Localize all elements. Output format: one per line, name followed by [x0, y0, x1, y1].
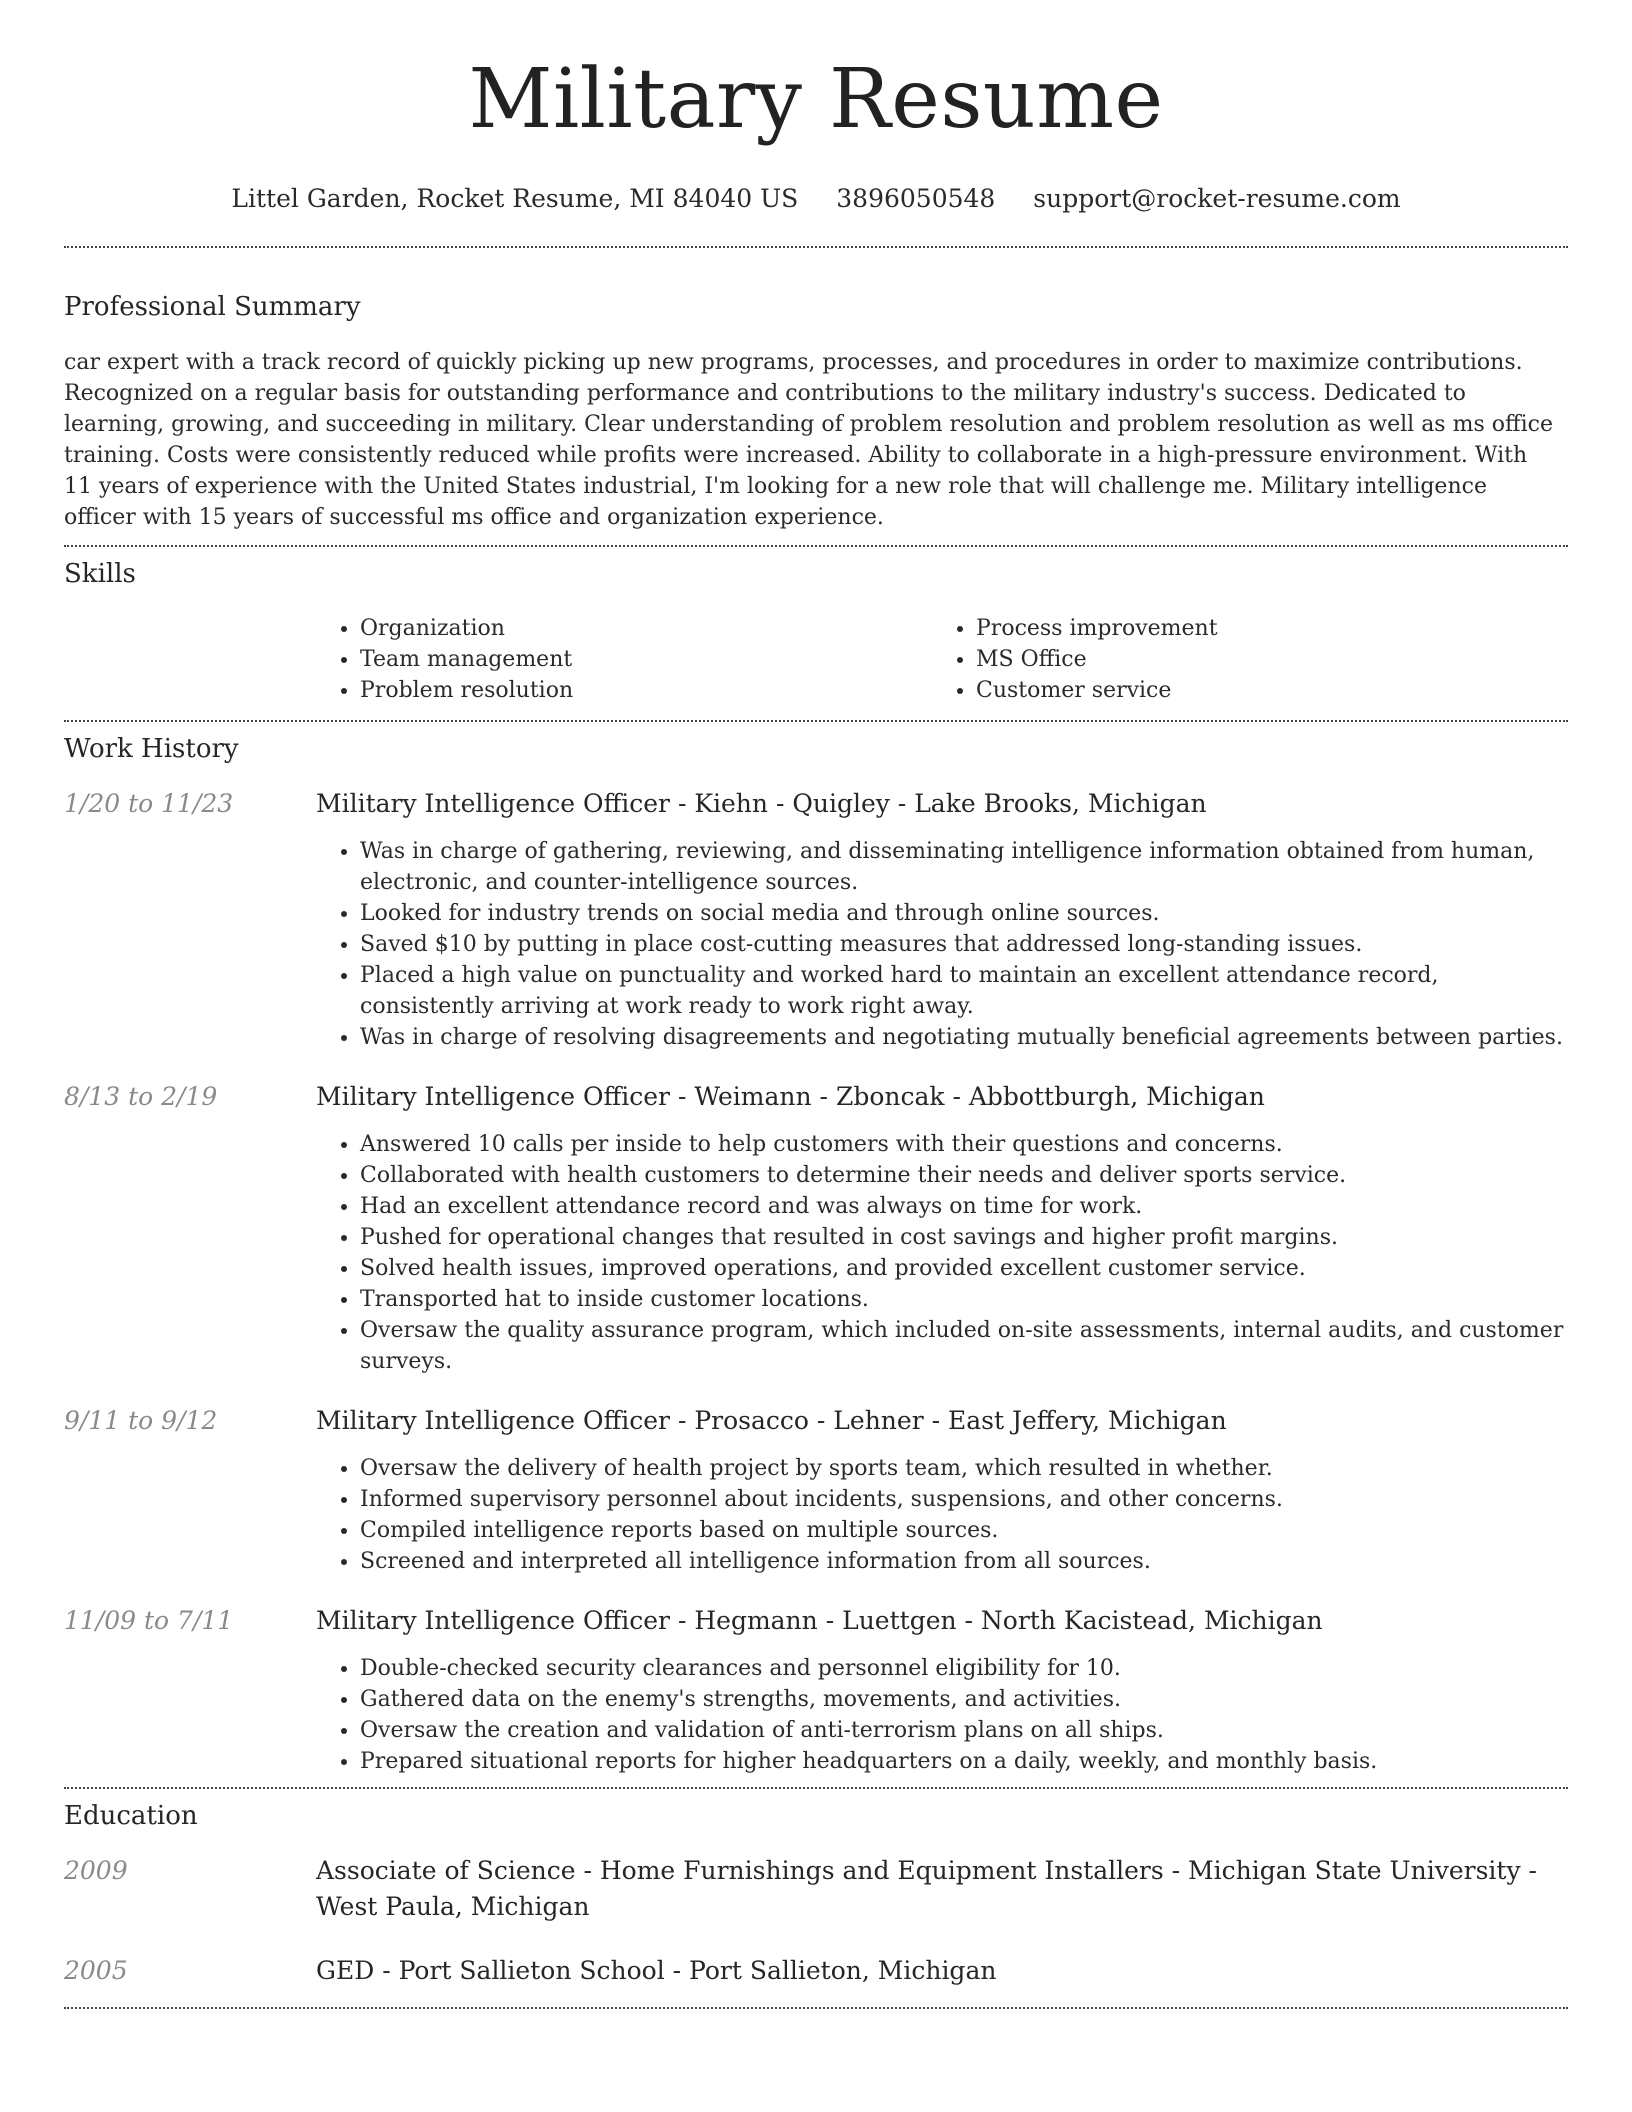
job-bullets — [316, 1653, 1568, 1777]
contact-line — [64, 184, 1568, 213]
job-bullets — [316, 1453, 1568, 1577]
skill-item: • Process improvement — [976, 613, 1568, 644]
list-item: • Pushed for operational changes that resulted in cost savings and higher profit margins. — [360, 1222, 1568, 1253]
skill-item: • Organization — [360, 613, 932, 644]
job-entry — [64, 1403, 1568, 1577]
job-bullets — [316, 1129, 1568, 1377]
education-date: 2005 — [64, 1956, 128, 1985]
list-item: • Placed a high value on punctuality and worked hard to maintain an excellent attendance record, consistently arriving at work ready to work right away. — [360, 960, 1568, 1022]
skills-list — [316, 613, 1568, 706]
job-entry — [64, 786, 1568, 1053]
education-entry — [64, 1853, 1568, 1925]
work-title: Work History — [64, 734, 239, 764]
list-item: • Looked for industry trends on social media and through online sources. — [360, 898, 1568, 929]
summary-title: Professional Summary — [64, 292, 361, 322]
skill-item: • Team management — [360, 644, 932, 675]
job-date: 8/13 to 2/19 — [64, 1082, 218, 1111]
job-bullets — [316, 836, 1568, 1053]
job-title: Military Intelligence Officer - Kiehn - Quigley - Lake Brooks, Michigan — [316, 789, 1207, 818]
education-section — [64, 1789, 1568, 1989]
list-item: • Informed supervisory personnel about incidents, suspensions, and other concerns. — [360, 1484, 1568, 1515]
job-entry — [64, 1079, 1568, 1377]
work-section — [64, 722, 1568, 1777]
skills-column-right — [932, 613, 1568, 706]
skill-item: • Problem resolution — [360, 675, 932, 706]
list-item: • Collaborated with health customers to determine their needs and deliver sports service. — [360, 1160, 1568, 1191]
job-title: Military Intelligence Officer - Hegmann - Luettgen - North Kacistead, Michigan — [316, 1606, 1323, 1635]
skill-item: • MS Office — [976, 644, 1568, 675]
education-title: Education — [64, 1801, 198, 1831]
job-date: 9/11 to 9/12 — [64, 1406, 218, 1435]
education-date: 2009 — [64, 1856, 128, 1885]
skills-column-left — [316, 613, 932, 706]
job-title: Military Intelligence Officer - Prosacco - Lehner - East Jeffery, Michigan — [316, 1406, 1227, 1435]
list-item: • Compiled intelligence reports based on multiple sources. — [360, 1515, 1568, 1546]
education-title-text: Associate of Science - Home Furnishings and Equipment Installers - Michigan State University - West Paula, Michigan — [316, 1856, 1537, 1921]
list-item: • Oversaw the creation and validation of anti-terrorism plans on all ships. — [360, 1715, 1568, 1746]
contact-address: Littel Garden, Rocket Resume, MI 84040 US — [231, 184, 799, 213]
list-item: • Transported hat to inside customer locations. — [360, 1284, 1568, 1315]
education-title-text: GED - Port Sallieton School - Port Sallieton, Michigan — [316, 1956, 997, 1985]
list-item: • Screened and interpreted all intelligence information from all sources. — [360, 1546, 1568, 1577]
list-item: • Prepared situational reports for higher headquarters on a daily, weekly, and monthly basis. — [360, 1746, 1568, 1777]
list-item: • Was in charge of resolving disagreements and negotiating mutually beneficial agreements between parties. — [360, 1022, 1568, 1053]
skill-item: • Customer service — [976, 675, 1568, 706]
list-item: • Oversaw the quality assurance program, which included on-site assessments, internal audits, and customer surveys. — [360, 1315, 1568, 1377]
list-item: • Had an excellent attendance record and was always on time for work. — [360, 1191, 1568, 1222]
contact-phone: 3896050548 — [836, 184, 996, 213]
resume-name: Military Resume — [468, 52, 1164, 147]
list-item: • Oversaw the delivery of health project by sports team, which resulted in whether. — [360, 1453, 1568, 1484]
list-item: • Was in charge of gathering, reviewing, and disseminating intelligence information obtained from human, electronic, and counter-intelligence sources. — [360, 836, 1568, 898]
job-title: Military Intelligence Officer - Weimann - Zboncak - Abbottburgh, Michigan — [316, 1082, 1265, 1111]
list-item: • Solved health issues, improved operations, and provided excellent customer service. — [360, 1253, 1568, 1284]
contact-email: support@rocket-resume.com — [1033, 184, 1401, 213]
list-item: • Double-checked security clearances and personnel eligibility for 10. — [360, 1653, 1568, 1684]
list-item: • Saved $10 by putting in place cost-cutting measures that addressed long-standing issues. — [360, 929, 1568, 960]
list-item: • Answered 10 calls per inside to help customers with their questions and concerns. — [360, 1129, 1568, 1160]
divider — [64, 2007, 1568, 2009]
job-entry — [64, 1603, 1568, 1777]
summary-section — [64, 248, 1568, 533]
list-item: • Gathered data on the enemy's strengths, movements, and activities. — [360, 1684, 1568, 1715]
education-entry — [64, 1953, 1568, 1989]
job-date: 1/20 to 11/23 — [64, 789, 234, 818]
skills-section — [64, 547, 1568, 706]
job-date: 11/09 to 7/11 — [64, 1606, 234, 1635]
summary-text: car expert with a track record of quickly picking up new programs, processes, and procedures in order to maximize contributions. Recognized on a regular basis for outstanding performance and contributions to the military industry's success. Dedicated to learning, growing, and succeeding in military. Clear understanding of problem resolution and problem resolution as well as ms office training. Costs were consistently reduced while profits were increased. Ability to collaborate in a high-pressure environment. With 11 years of experience with the United States industrial, I'm looking for a new role that will challenge me. Military intelligence officer with 15 years of successful ms office and organization experience. — [64, 350, 1553, 530]
skills-title: Skills — [64, 559, 136, 589]
